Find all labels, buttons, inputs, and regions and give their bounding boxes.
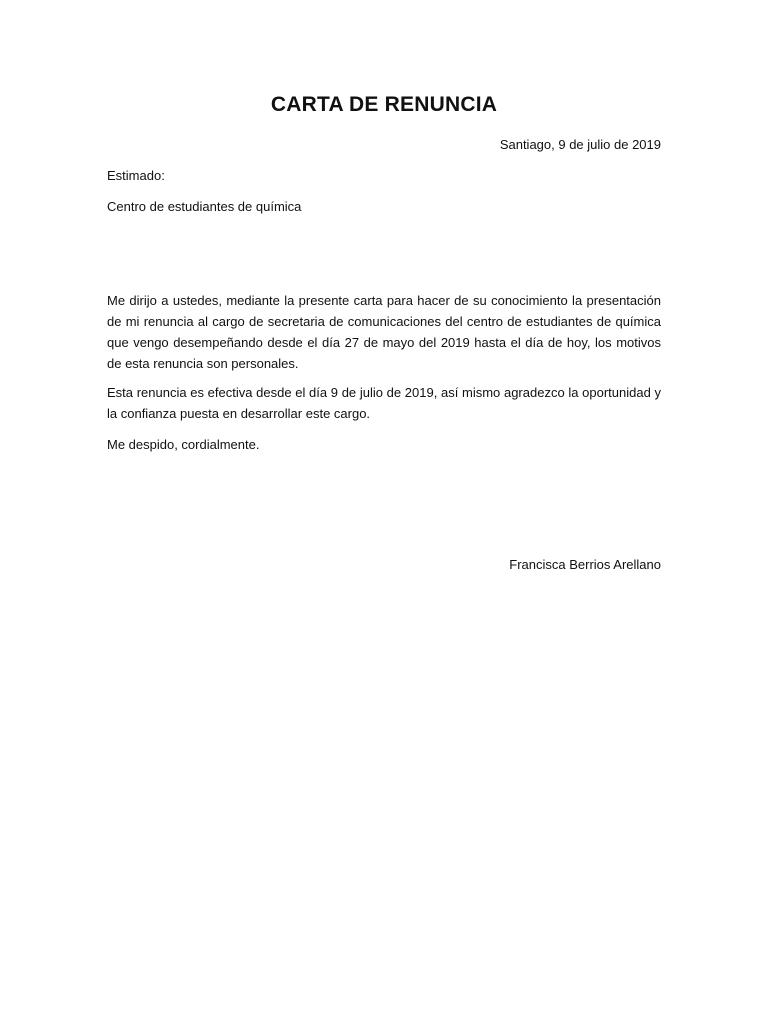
signature: Francisca Berrios Arellano	[509, 557, 661, 572]
paragraph: Esta renuncia es efectiva desde el día 9 de julio de 2019, así mismo agradezco la oportunidad y la confianza puesta en desarrollar este cargo.	[107, 385, 661, 421]
date-line: Santiago, 9 de julio de 2019	[499, 137, 661, 152]
paragraph: Me dirijo a ustedes, mediante la presente carta para hacer de su conocimiento la presentación de mi renuncia al cargo de secretaria de comunicaciones del centro de estudiantes de química que vengo desempeñando desde el día 27 de mayo del 2019 hasta el día de hoy, los motivos de esta renuncia son personales.	[107, 293, 661, 371]
letter-title: CARTA DE RENUNCIA	[270, 93, 498, 116]
greeting: Estimado:	[107, 168, 165, 183]
closing-line: Me despido, cordialmente.	[107, 437, 260, 452]
recipient: Centro de estudiantes de química	[107, 199, 302, 214]
